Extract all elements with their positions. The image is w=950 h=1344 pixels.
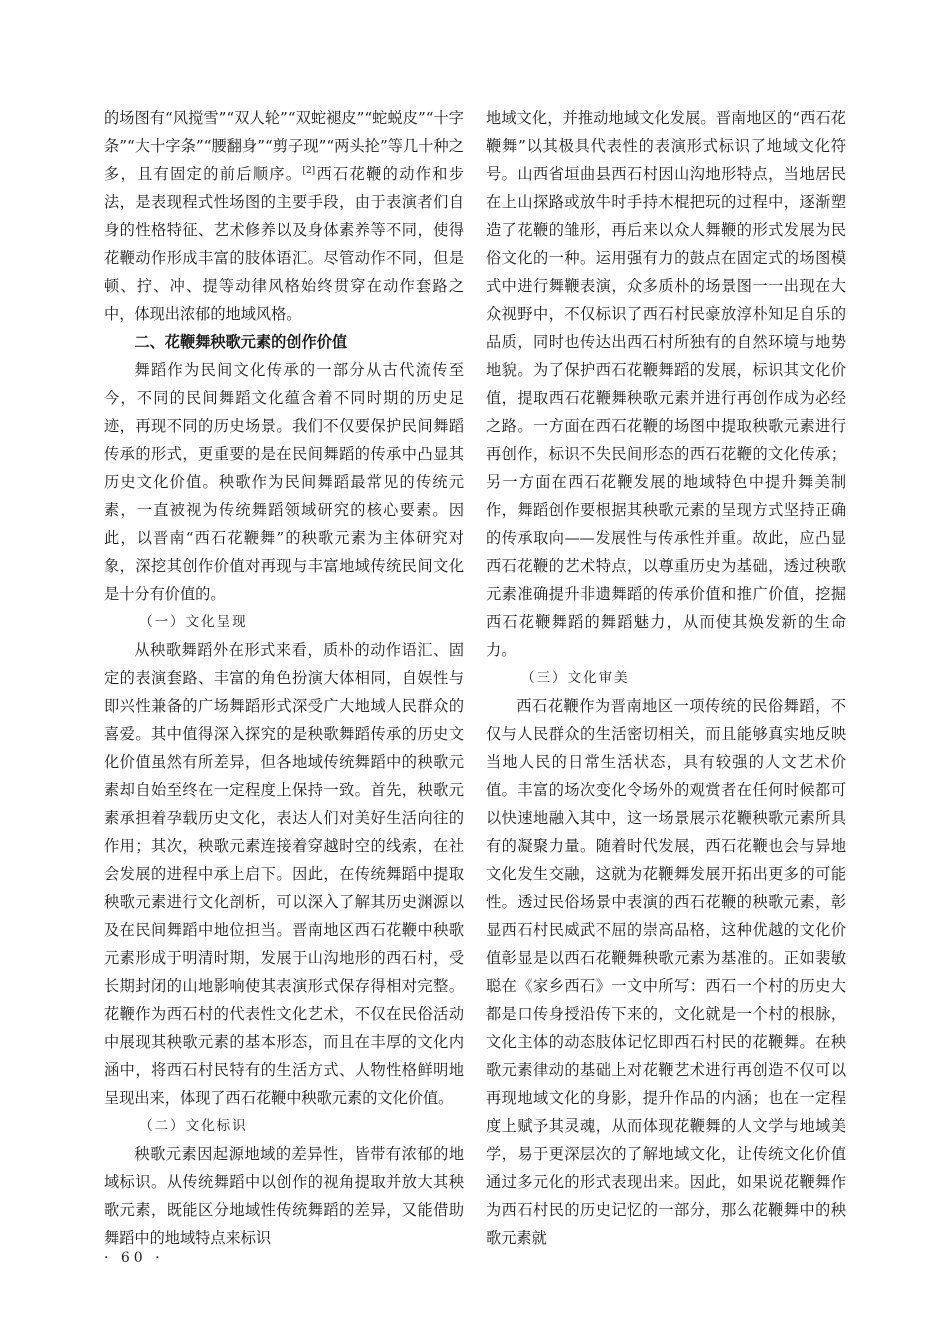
paragraph-场图 — [104, 104, 464, 328]
subsection-heading: （三）文化审美 — [521, 670, 630, 686]
citation-ref[interactable]: [2] — [302, 165, 316, 176]
paragraph-text: 的场图有“风搅雪”“双人轮”“双蛇褪皮”“蛇蜕皮”“十字条”“大十字条”“腰翻身”“剪子现”“两头抡”等几十种之多，且有固定的前后顺序。 — [104, 109, 464, 183]
section-heading: 二、花鞭舞秧歌元素的创作价值 — [134, 333, 348, 351]
right-column — [486, 104, 846, 1252]
left-column — [104, 104, 464, 1252]
page-number: · 60 · — [104, 1250, 164, 1266]
subsection-heading: （一）文化呈现 — [139, 614, 248, 630]
paragraph: 舞蹈作为民间文化传承的一部分从古代流传至今，不同的民间舞蹈文化蕴含着不同时期的历史足迹，再现不同的历史场景。我们不仅要保护民间舞蹈传承的形式，更重要的是在民间舞蹈的传承中凸显其历史文化价值。秧歌作为民间舞蹈最常见的传统元素，一直被视为传统舞蹈领域研究的核心要素。因此，以晋南“西石花鞭舞”的秧歌元素为主体研究对象，深挖其创作价值对再现与丰富地域传统民间文化是十分有价值的。 — [104, 361, 464, 603]
paragraph: 秧歌元素因起源地域的差异性，皆带有浓郁的地域标识。从传统舞蹈中以创作的视角提取并放大其秧歌元素，既能区分地域性传统舞蹈的差异，又能借助舞蹈中的地域特点来标识 — [104, 1145, 464, 1247]
paragraph: 从秧歌舞蹈外在形式来看，质朴的动作语汇、固定的表演套路、丰富的角色扮演大体相同，自娱性与即兴性兼备的广场舞蹈形式深受广大地域人民群众的喜爱。其中值得深入探究的是秧歌舞蹈传承的历史文化价值虽然有所差异，但各地域传统舞蹈中的秧歌元素却自始至终在一定程度上保持一致。首先，秧歌元素承担着孕载历史文化，表达人们对美好生活向往的作用；其次，秧歌元素连接着穿越时空的线索，在社会发展的进程中承上启下。因此，在传统舞蹈中提取秧歌元素进行文化剖析，可以深入了解其历史渊源以及在民间舞蹈中地位担当。晋南地区西石花鞭中秧歌元素形成于明清时期，发展于山沟地形的西石村，受长期封闭的山地影响使其表演形式保存得相对完整。花鞭作为西石村的代表性文化艺术，不仅在民俗活动中展现其秧歌元素的基本形态，而且在丰厚的文化内涵中，将西石村民特有的生活方式、人物性格鲜明地呈现出来，体现了西石花鞭中秧歌元素的文化价值。 — [104, 641, 464, 1107]
paragraph: 西石花鞭作为晋南地区一项传统的民俗舞蹈，不仅与人民群众的生活密切相关，而且能够真实地反映当地人民的日常生活状态，具有较强的人文艺术价值。丰富的场次变化令场外的观赏者在任何时候都可以快速地融入其中，这一场景展示花鞭秧歌元素所具有的凝聚力量。随着时代发展，西石花鞭也会与异地文化发生交融，这就为花鞭舞发展开拓出更多的可能性。透过民俗场景中表演的西石花鞭的秧歌元素，彰显西石村民威武不屈的崇高品格，这种优越的文化价值彰显是以西石花鞭舞秧歌元素为基准的。正如裴敏聪在《家乡西石》一文中所写：西石一个村的历史大都是口传身授沿传下来的，文化就是一个村的根脉，文化主体的动态肢体记忆即西石村民的花鞭舞。在秧歌元素律动的基础上对花鞭艺术进行再创造不仅可以再现地域文化的身影，提升作品的内涵；也在一定程度上赋予其灵魂，从而体现花鞭舞的人文学与地域美学，易于更深层次的了解地域文化，让传统文化价值通过多元化的形式表现出来。因此，如果说花鞭舞作为西石村民的历史记忆的一部分，那么花鞭舞中的秧歌元素就 — [486, 697, 846, 1247]
paragraph: 地域文化，并推动地域文化发展。晋南地区的“西石花鞭舞”以其极具代表性的表演形式标识了地域文化符号。山西省垣曲县西石村因山沟地形特点，当地居民在上山探路或放牛时手持木棍把玩的过程中，逐渐塑造了花鞭的雏形，再后来以众人舞鞭的形式发展为民俗文化的一种。运用强有力的鼓点在固定式的场图模式中进行舞鞭表演，众多质朴的场景图一一出现在大众视野中，不仅标识了西石村民豪放淳朴知足自乐的品质，同时也传达出西石村所独有的自然环境与地势地貌。为了保护西石花鞭舞蹈的发展，标识其文化价值，提取西石花鞭舞秧歌元素并进行再创作成为必经之路。一方面在西石花鞭的场图中提取秧歌元素进行再创作，标识不失民间形态的西石花鞭的文化传承；另一方面在西石花鞭发展的地域特色中提升舞美制作，舞蹈创作要根据其秧歌元素的呈现方式坚持正确的传承取向——发展性与传承性并重。故此，应凸显西石花鞭的艺术特点，以尊重历史为基础，透过秧歌元素准确提升非遗舞蹈的传承价值和推广价值，挖掘西石花鞭舞蹈的舞蹈魅力，从而使其焕发新的生命力。 — [486, 109, 846, 659]
subsection-heading: （二）文化标识 — [139, 1118, 248, 1134]
paragraph-text: 西石花鞭的动作和步法，是表现程式性场图的主要手段，由于表演者们自身的性格特征、艺术修养以及身体素养等不同，使得花鞭动作形成丰富的肢体语汇。尽管动作不同，但是顿、拧、冲、提等动律风格始终贯穿在动作套路之中，体现出浓郁的地域风格。 — [104, 165, 465, 323]
